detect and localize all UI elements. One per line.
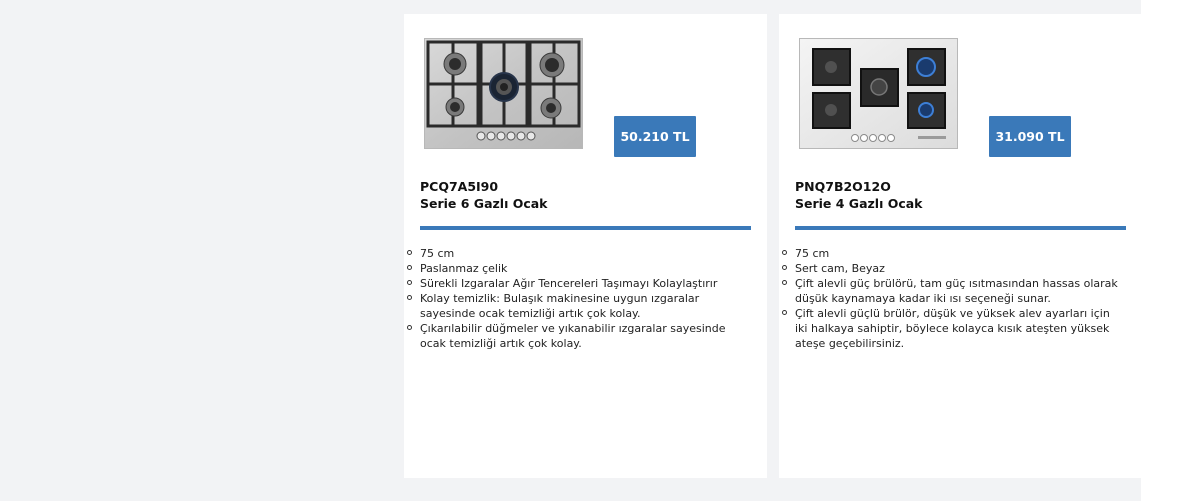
title-divider — [420, 226, 751, 230]
product-image[interactable] — [799, 38, 958, 149]
right-edge-strip — [1141, 0, 1180, 501]
feature-item: Kolay temizlik: Bulaşık makinesine uygun ızgaralar sayesinde ocak temizliği artık çok kolay. — [420, 291, 745, 321]
feature-list — [420, 246, 745, 351]
title-divider — [795, 226, 1126, 230]
feature-item: 75 cm — [420, 246, 745, 261]
feature-item: Çift alevli güç brülörü, tam güç ısıtmasından hassas olarak düşük kaynamaya kadar iki ısı seçeneği sunar. — [795, 276, 1120, 306]
price-button[interactable]: 50.210 TL — [614, 116, 696, 157]
product-card[interactable] — [404, 14, 767, 478]
white-glass-gas-hob-image — [800, 39, 957, 148]
product-name[interactable]: Serie 4 Gazlı Ocak — [795, 196, 923, 211]
feature-item: Çift alevli güçlü brülör, düşük ve yüksek alev ayarları için iki halkaya sahiptir, böylece kolayca kısık ateşten yüksek ateşe geçebilirsiniz. — [795, 306, 1120, 351]
product-name[interactable]: Serie 6 Gazlı Ocak — [420, 196, 548, 211]
product-image[interactable] — [424, 38, 583, 149]
product-model[interactable]: PNQ7B2O12O — [795, 179, 891, 194]
feature-list — [795, 246, 1120, 351]
feature-item: Paslanmaz çelik — [420, 261, 745, 276]
product-title[interactable] — [420, 178, 750, 212]
product-title[interactable] — [795, 178, 1125, 212]
feature-item: 75 cm — [795, 246, 1120, 261]
feature-item: Sert cam, Beyaz — [795, 261, 1120, 276]
price-button[interactable]: 31.090 TL — [989, 116, 1071, 157]
product-model[interactable]: PCQ7A5I90 — [420, 179, 499, 194]
product-card[interactable] — [779, 14, 1142, 478]
feature-item: Sürekli Izgaralar Ağır Tencereleri Taşımayı Kolaylaştırır — [420, 276, 745, 291]
feature-item: Çıkarılabilir düğmeler ve yıkanabilir ızgaralar sayesinde ocak temizliği artık çok kolay. — [420, 321, 745, 351]
stainless-gas-hob-image — [425, 39, 582, 148]
